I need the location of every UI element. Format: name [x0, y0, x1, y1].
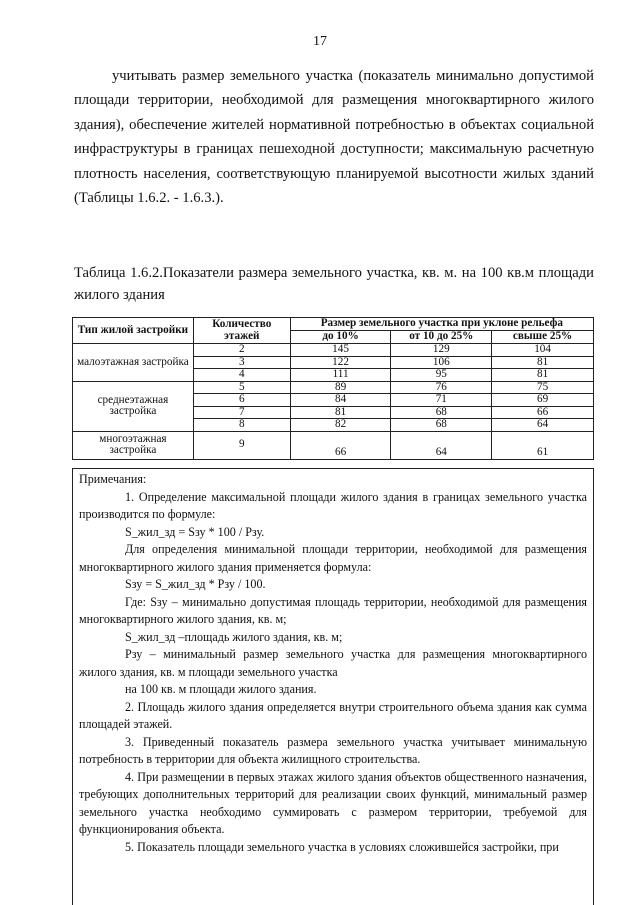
intro-paragraph: учитывать размер земельного участка (показатель минимально допустимой площади территории, необходимой для размещения многоквартирного жилого здания), обеспечение жителей нормативной потребностью в объектах социальной инфраструктуры в границах пешеходной доступности; максимальную расчетную плотность населения, соответствующую планируемой высотности жилых зданий (Таблицы 1.6.2. - 1.6.3.). — [74, 68, 594, 207]
note-2: 2. Площадь жилого здания определяется внутри строительного объема здания как сумма площадей этажей. — [79, 699, 587, 731]
value-cell: 64 — [391, 431, 492, 459]
header-slope-3: свыше 25% — [492, 331, 594, 344]
note-5: 5. Показатель площади земельного участка в условиях сложившейся застройки, при — [125, 839, 559, 854]
notes-block — [72, 468, 594, 905]
notes-title: Примечания: — [79, 472, 147, 486]
note-3: 3. Приведенный показатель размера земельного участка учитывает минимальную потребность в территории для объекта жилищного строительства. — [79, 734, 587, 766]
note-1-definition-szu: Где: Sзу – минимально допустимая площадь территории, необходимой для размещения многоквартирного жилого здания, кв. м; — [79, 594, 587, 626]
value-cell: 84 — [290, 394, 391, 407]
header-type: Тип жилой застройки — [73, 318, 194, 344]
type-cell: многоэтажная застройка — [73, 431, 194, 459]
formula-2: Sзу = S_жил_зд * Рзу / 100. — [125, 577, 266, 591]
header-slope-1: до 10% — [290, 331, 391, 344]
value-cell: 69 — [492, 394, 594, 407]
formula-1: S_жил_зд = Sзу * 100 / Рзу. — [125, 524, 265, 539]
value-cell: 89 — [290, 381, 391, 394]
floors-cell: 3 — [193, 356, 290, 369]
value-cell: 145 — [290, 344, 391, 357]
type-cell: малоэтажная застройка — [73, 344, 194, 382]
floors-cell: 4 — [193, 369, 290, 382]
floors-cell: 2 — [193, 344, 290, 357]
type-cell: среднеэтажная застройка — [73, 381, 194, 431]
value-cell: 82 — [290, 419, 391, 432]
table-row — [73, 431, 594, 459]
header-floors: Количество этажей — [193, 318, 290, 344]
table-row — [73, 344, 594, 357]
value-cell: 122 — [290, 356, 391, 369]
page-number: 17 — [313, 34, 327, 49]
header-size-group: Размер земельного участка при уклоне рельефа — [290, 318, 593, 331]
value-cell: 61 — [492, 431, 594, 459]
value-cell: 66 — [290, 431, 391, 459]
floors-cell: 7 — [193, 406, 290, 419]
floors-cell: 9 — [193, 431, 290, 459]
floors-cell: 6 — [193, 394, 290, 407]
note-1-definition-tail: на 100 кв. м площади жилого здания. — [125, 682, 317, 696]
value-cell: 68 — [391, 419, 492, 432]
value-cell: 68 — [391, 406, 492, 419]
note-1-definition-rzu: Рзу – минимальный размер земельного участка для размещения многоквартирного жилого здания, кв. м площади земельного участка — [79, 647, 587, 679]
header-slope-2: от 10 до 25% — [391, 331, 492, 344]
table-caption: Таблица 1.6.2.Показатели размера земельного участка, кв. м. на 100 кв.м площади жилого здания — [74, 265, 594, 303]
note-1-text-2: Для определения минимальной площади территории, необходимой для размещения многоквартирного жилого здания применяется формула: — [79, 542, 587, 574]
value-cell: 129 — [391, 344, 492, 357]
value-cell: 106 — [391, 356, 492, 369]
value-cell: 66 — [492, 406, 594, 419]
value-cell: 104 — [492, 344, 594, 357]
value-cell: 95 — [391, 369, 492, 382]
note-1-definition-s: S_жил_зд –площадь жилого здания, кв. м; — [125, 629, 343, 644]
table-row — [73, 381, 594, 394]
value-cell: 81 — [492, 369, 594, 382]
value-cell: 111 — [290, 369, 391, 382]
value-cell: 76 — [391, 381, 492, 394]
value-cell: 71 — [391, 394, 492, 407]
value-cell: 81 — [290, 406, 391, 419]
value-cell: 81 — [492, 356, 594, 369]
note-1-text: 1. Определение максимальной площади жилого здания в границах земельного участка производится по формуле: — [79, 489, 587, 521]
value-cell: 75 — [492, 381, 594, 394]
note-4: 4. При размещении в первых этажах жилого здания объектов общественного назначения, требующих дополнительных территорий для реализации своих функций, минимальный размер земельного участка необходимо суммировать с размером территории, требуемой для функционирования объекта. — [79, 769, 587, 836]
value-cell: 64 — [492, 419, 594, 432]
floors-cell: 5 — [193, 381, 290, 394]
floors-cell: 8 — [193, 419, 290, 432]
land-size-table — [72, 317, 594, 460]
